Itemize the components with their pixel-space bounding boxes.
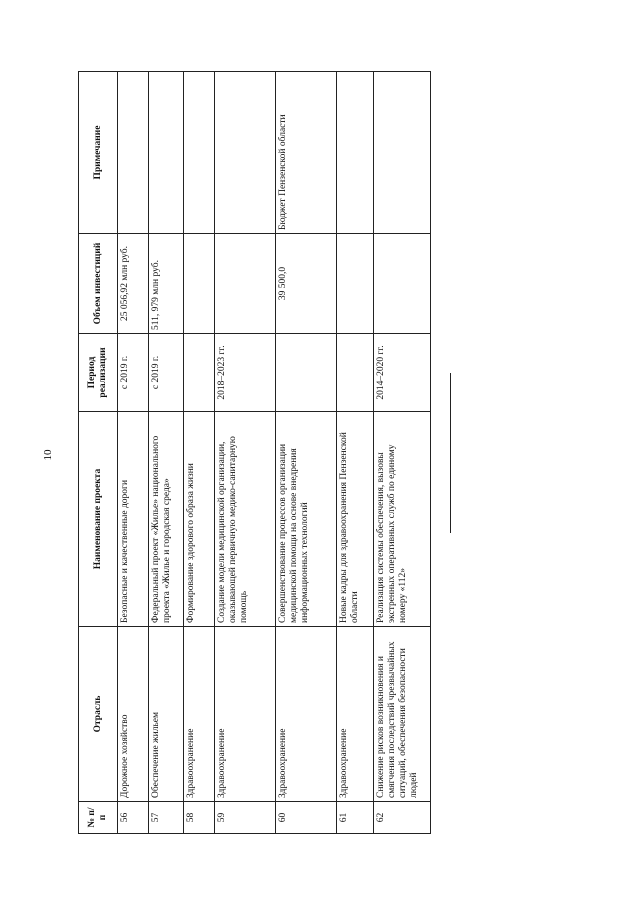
cell-volume [215, 234, 276, 334]
cell-note [184, 72, 215, 234]
cell-note [215, 72, 276, 234]
cell-project: Безопасные и качественные дороги [118, 412, 149, 627]
cell-volume: 25 056,92 млн руб. [118, 234, 149, 334]
cell-industry: Здравоохранение [215, 627, 276, 802]
header-project: Наименование проекта [79, 412, 118, 627]
cell-num: 59 [215, 802, 276, 834]
table-row [337, 72, 374, 834]
table-container [78, 72, 419, 834]
rotated-table-frame [78, 72, 419, 834]
page-number: 10 [42, 449, 54, 461]
header-note: Примечание [79, 72, 118, 234]
cell-note [118, 72, 149, 234]
cell-num: 58 [184, 802, 215, 834]
cell-num: 57 [149, 802, 184, 834]
cell-volume: 511, 979 млн руб. [149, 234, 184, 334]
cell-project: Совершенствование процессов организации медицинской помощи на основе внедрения информационных технологий [276, 412, 337, 627]
cell-project: Федеральный проект «Жилье» национального проекта «Жилье и городская среда» [149, 412, 184, 627]
cell-volume [374, 234, 431, 334]
cell-note [374, 72, 431, 234]
cell-volume [337, 234, 374, 334]
cell-note [149, 72, 184, 234]
cell-volume [184, 234, 215, 334]
cell-num: 62 [374, 802, 431, 834]
header-num: № п/п [79, 802, 118, 834]
cell-industry: Снижение рисков возникновения и смягчения последствий чрезвычайных ситуаций, обеспечения безопасности людей [374, 627, 431, 802]
cell-industry: Здравоохранение [184, 627, 215, 802]
cell-period: с 2019 г. [149, 334, 184, 412]
cell-project: Создание модели медицинской организации, оказывающей первичную медико-санитарную помощь [215, 412, 276, 627]
cell-period [337, 334, 374, 412]
cell-industry: Дорожное хозяйство [118, 627, 149, 802]
header-volume: Объем инвестиций [79, 234, 118, 334]
cell-note: Бюджет Пензенской области [276, 72, 337, 234]
cell-project: Реализация системы обеспечения, вызовы экстренных оперативных служб по единому номеру «112» [374, 412, 431, 627]
table-row [276, 72, 337, 834]
header-period: Период реализации [79, 334, 118, 412]
table-row [184, 72, 215, 834]
table-row [215, 72, 276, 834]
cell-project: Формирование здорового образа жизни [184, 412, 215, 627]
cell-project: Новые кадры для здравоохранения Пензенской области [337, 412, 374, 627]
header-industry: Отрасль [79, 627, 118, 802]
table-row [149, 72, 184, 834]
cell-volume: 39 500,0 [276, 234, 337, 334]
divider-line [450, 373, 451, 533]
cell-industry: Здравоохранение [337, 627, 374, 802]
cell-period: 2018–2023 гг. [215, 334, 276, 412]
cell-period: 2014–2020 гг. [374, 334, 431, 412]
table-row [374, 72, 431, 834]
table-header-row [79, 72, 118, 834]
cell-period [276, 334, 337, 412]
cell-period: с 2019 г. [118, 334, 149, 412]
cell-num: 61 [337, 802, 374, 834]
table-row [118, 72, 149, 834]
cell-industry: Здравоохранение [276, 627, 337, 802]
cell-period [184, 334, 215, 412]
cell-num: 60 [276, 802, 337, 834]
cell-note [337, 72, 374, 234]
investment-projects-table [78, 71, 431, 834]
cell-num: 56 [118, 802, 149, 834]
cell-industry: Обеспечение жильем [149, 627, 184, 802]
